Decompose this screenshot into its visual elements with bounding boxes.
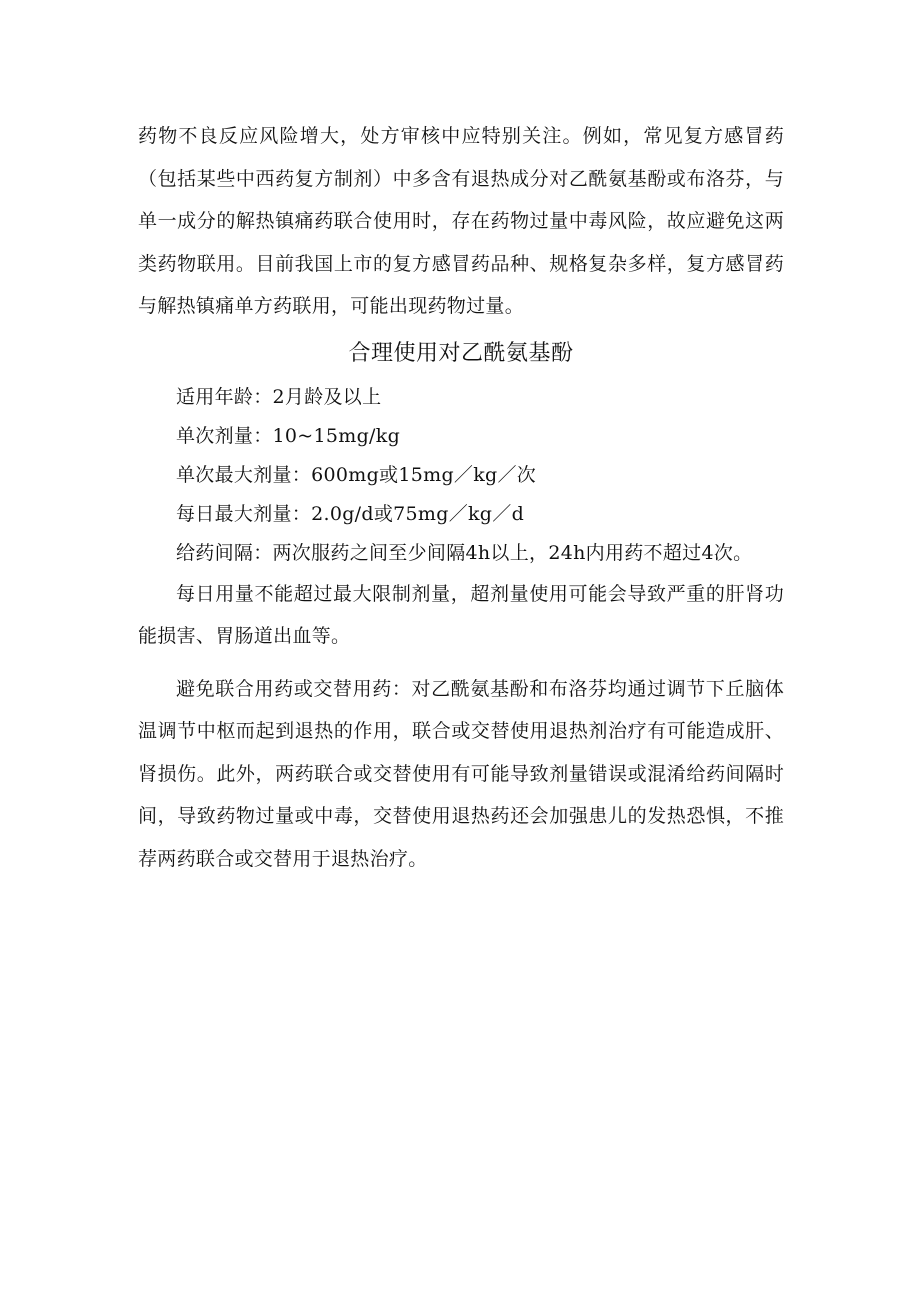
dosage-item-daily-max: 每日最大剂量：2.0g/d或75mg／kg／d — [176, 502, 525, 525]
dosage-item-age: 适用年龄：2月龄及以上 — [176, 385, 382, 408]
warning-paragraph: 每日用量不能超过最大限制剂量，超剂量使用可能会导致严重的肝肾功能损害、胃肠道出血等。 — [138, 582, 784, 647]
dosage-item-single-dose: 单次剂量：10~15mg/kg — [176, 424, 401, 447]
dosage-item-single-max: 单次最大剂量：600mg或15mg／kg／次 — [176, 463, 537, 486]
dosage-item-interval: 给药间隔：两次服药之间至少间隔4h以上，24h内用药不超过4次。 — [176, 541, 753, 564]
document-body — [138, 115, 784, 880]
intro-paragraph: 药物不良反应风险增大，处方审核中应特别关注。例如，常见复方感冒药（包括某些中西药复方制剂）中多含有退热成分对乙酰氨基酚或布洛芬，与单一成分的解热镇痛药联合使用时，存在药物过量中毒风险，故应避免这两类药物联用。目前我国上市的复方感冒药品种、规格复杂多样，复方感冒药与解热镇痛单方药联用，可能出现药物过量。 — [138, 125, 784, 317]
combination-paragraph: 避免联合用药或交替用药：对乙酰氨基酚和布洛芬均通过调节下丘脑体温调节中枢而起到退热的作用，联合或交替使用退热剂治疗有可能造成肝、肾损伤。此外，两药联合或交替使用有可能导致剂量错误或混淆给药间隔时间，导致药物过量或中毒，交替使用退热药还会加强患儿的发热恐惧，不推荐两药联合或交替用于退热治疗。 — [138, 677, 784, 870]
section-title: 合理使用对乙酰氨基酚 — [348, 340, 574, 366]
